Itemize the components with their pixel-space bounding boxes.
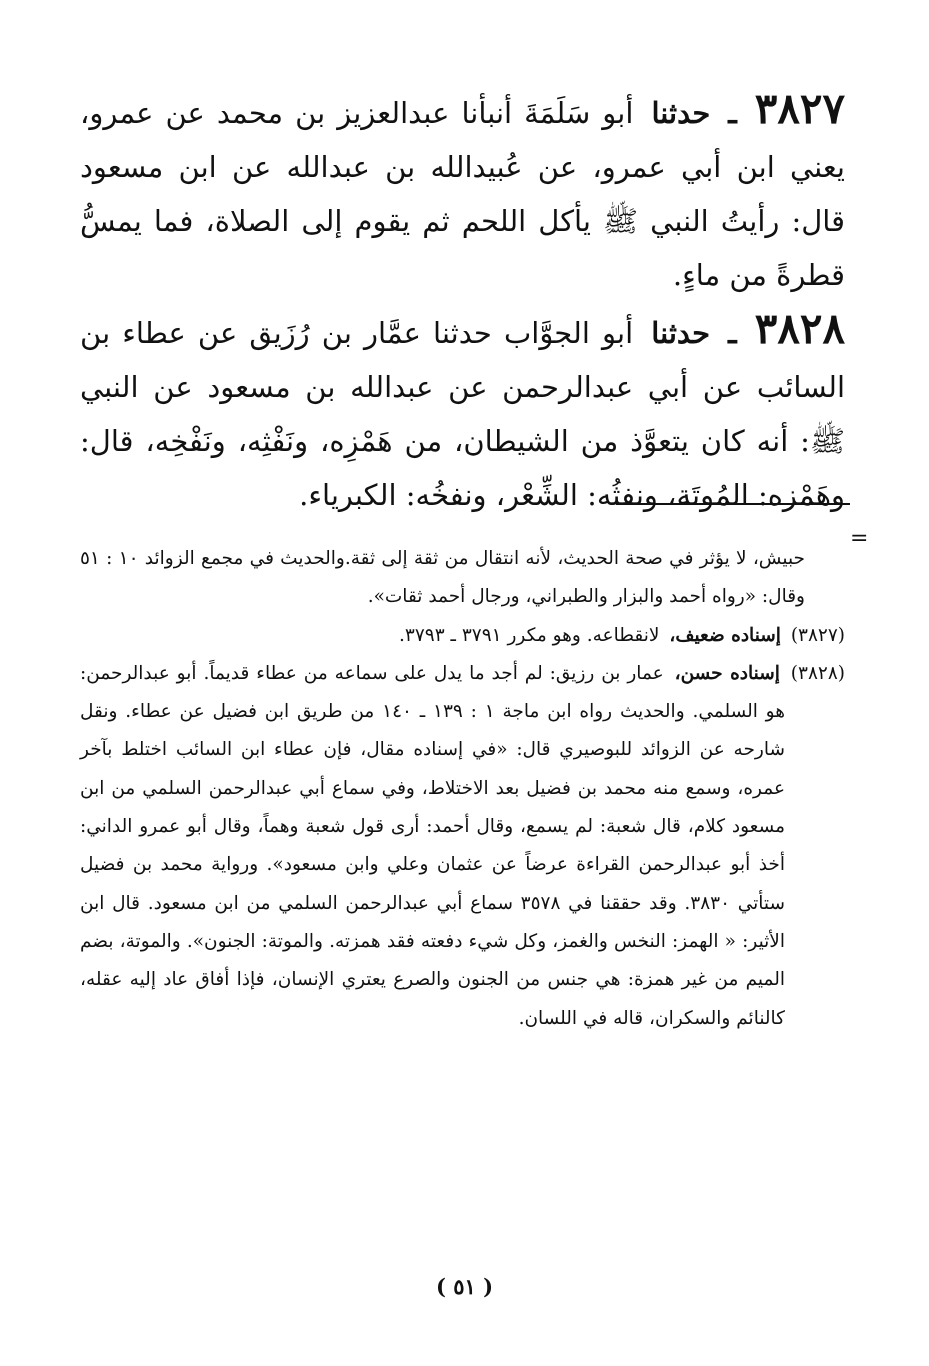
footnote-3828 <box>80 655 845 1038</box>
hadith-lead-word: حدثنا <box>651 316 711 350</box>
continuation-mark: = <box>850 526 869 551</box>
hadith-number: ٣٨٢٨ <box>754 304 846 353</box>
footnote-grading: إسناده ضعيف، <box>669 624 781 646</box>
hadith-dash: ـ <box>728 96 737 130</box>
hadith-text: أبو الجوَّاب حدثنا عمَّار بن رُزَيق عن عطاء بن السائب عن أبي عبدالرحمن عن عبدالله بن مسعود عن النبي ﷺ: أنه كان يتعوَّذ من الشيطان، من هَمْزِه، ونَفْثِه، ونَفْخِه، قال: وهَمْزه: المُوتَة، ونفثُه: الشِّعْر، ونفخُه: الكبرياء. <box>80 316 845 512</box>
footnote-continuation: حبيش، لا يؤثر في صحة الحديث، لأنه انتقال من ثقة إلى ثقة.والحديث في مجمع الزوائد ١٠ : ٥١ وقال: «رواه أحمد والبزار والطبراني، ورجال أحمد ثقات». <box>80 548 805 608</box>
footnote-number: (٣٨٢٧) <box>790 624 845 646</box>
hadith-number: ٣٨٢٧ <box>754 84 846 133</box>
footnote-separator <box>616 503 850 505</box>
hadith-entry-3827 <box>80 82 845 302</box>
footnotes <box>80 540 845 1038</box>
hadith-lead-word: حدثنا <box>651 96 711 130</box>
footnote-text: لانقطاعه. وهو مكرر ٣٧٩١ ـ ٣٧٩٣. <box>399 624 660 646</box>
footnote-text: عمار بن رزيق: لم أجد ما يدل على سماعه من عطاء قديماً. أبو عبدالرحمن: هو السلمي. والحديث رواه ابن ماجة ١ : ١٣٩ ـ ١٤٠ من طريق ابن فضيل عن عطاء. ونقل شارحه عن الزوائد للبوصيري قال: «في إسناده مقال، فإن عطاء ابن السائب اختلط بآخر عمره، وسمع منه محمد بن فضيل بعد الاختلاط، وفي سماع أبي عبدالرحمن السلمي من ابن مسعود كلام، قال شعبة: لم يسمع، وقال أحمد: أرى قول شعبة وهماً، وقال أبو عمرو الداني: أخذ أبو عبدالرحمن القراءة عرضاً عن عثمان وعلي وابن مسعود». ورواية محمد بن فضيل ستأتي ٣٨٣٠. وقد حققنا في ٣٥٧٨ سماع أبي عبدالرحمن السلمي من ابن مسعود. قال ابن الأثير: « الهمز: النخس والغمز، وكل شيء دفعته فقد همزته. والموتة: الجنون». والموتة، بضم الميم من غير همزة: هي جنس من الجنون والصرع يعتري الإنسان، فإذا أفاق عاد إليه عقله، كالنائم والسكران، قاله في اللسان. <box>80 662 786 1029</box>
footnote-grading: إسناده حسن، <box>674 662 780 684</box>
hadith-entry-3828 <box>80 302 845 522</box>
hadith-dash: ـ <box>728 316 737 350</box>
main-text <box>80 82 845 522</box>
page-number: ( ٥١ ) <box>435 1274 494 1299</box>
footnote-3827 <box>80 617 845 655</box>
footnote-number: (٣٨٢٨) <box>790 662 845 684</box>
hadith-text: أبو سَلَمَةَ أنبأنا عبدالعزيز بن محمد عن عمرو، يعني ابن أبي عمرو، عن عُبيدالله بن عبدالله عن ابن مسعود قال: رأيتُ النبي ﷺ يأكل اللحم ثم يقوم إلى الصلاة، فما يمسُّ قطرةً من ماءٍ. <box>80 96 845 292</box>
